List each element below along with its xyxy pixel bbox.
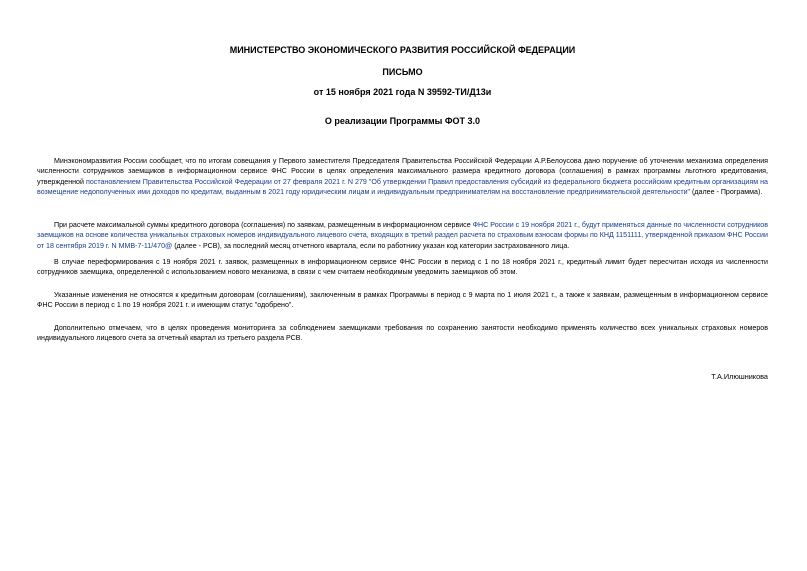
paragraph-5: Дополнительно отмечаем, что в целях проведения мониторинга за соблюдением заемщиками требования по сохранению занятости необходимо применять количество всех уникальных страховых номеров индивидуального лицевого счета за отчетный квартал из третьего раздела РСВ. <box>37 324 768 343</box>
paragraph-1-text-start: Минэкономразвития России сообщает, что по итогам совещания у Первого заместителя Председателя Правительства Российской Федерации А.Р.Белоусова дано поручение об уточнении механизма определения численности сотрудников заемщиков в информационном сервисе ФНС России в целях определения максимального размера кредитного договора (соглашения) в рамках программы льготного кредитования, утвержденной <box>37 157 768 186</box>
paragraph-2-text-start: При расчете максимальной суммы кредитного договора (соглашения) по заявкам, размещенным в информационном сервисе <box>54 221 473 229</box>
paragraph-2-text-end: (далее - РСВ), за последний месяц отчетного квартала, если по работнику указан код категории застрахованного лица. <box>172 241 570 250</box>
resolution-279-link[interactable]: постановлением Правительства Российской Федерации от 27 февраля 2021 г. N 279 "Об утверждении Правил предоставления субсидий из федерального бюджета российским кредитным организациям на возмещение недополученных ими доходов по кредитам, выданным в 2021 году юридическим лицам и индивидуальным предпринимателям на восстановление предпринимательской деятельности" <box>37 177 768 196</box>
fns-order-link[interactable]: ФНС России с 19 ноября 2021 г., будут применяться данные по численности сотрудников заемщиков на основе количества уникальных страховых номеров индивидуального лицевого счета, входящих в третий раздел расчета по страховым взносам формы по КНД 1151111, утвержденной приказом ФНС России от 18 сентября 2019 г. N ММВ-7-11/470@ <box>37 221 768 250</box>
document-subject: О реализации Программы ФОТ 3.0 <box>324 116 481 126</box>
paragraph-4: Указанные изменения не относятся к кредитным договорам (соглашениям), заключенным в рамках Программы в период с 9 марта по 1 июля 2021 г., а также к заявкам, размещенным в информационном сервисе ФНС России в период с 1 по 19 ноября 2021 г. и имеющим статус "одобрено". <box>37 291 768 310</box>
paragraph-1 <box>37 156 768 197</box>
document-page <box>37 0 768 571</box>
paragraph-1-text-end: (далее - Программа). <box>690 187 763 196</box>
document-type: ПИСЬМО <box>382 67 423 77</box>
ministry-title: МИНИСТЕРСТВО ЭКОНОМИЧЕСКОГО РАЗВИТИЯ РОССИЙСКОЙ ФЕДЕРАЦИИ <box>229 45 576 55</box>
document-reference: от 15 ноября 2021 года N 39592-ТИ/Д13и <box>313 87 492 97</box>
signature: Т.А.Илюшникова <box>711 372 768 381</box>
paragraph-3: В случае переформирования с 19 ноября 2021 г. заявок, размещенных в информационном сервисе ФНС России в период с 1 по 18 ноября 2021 г., кредитный лимит будет пересчитан исходя из численности сотрудников заемщика, определенной с использованием нового механизма, в связи с чем считаем необходимым уведомить заемщиков об этом. <box>37 258 768 277</box>
paragraph-2 <box>37 220 768 251</box>
